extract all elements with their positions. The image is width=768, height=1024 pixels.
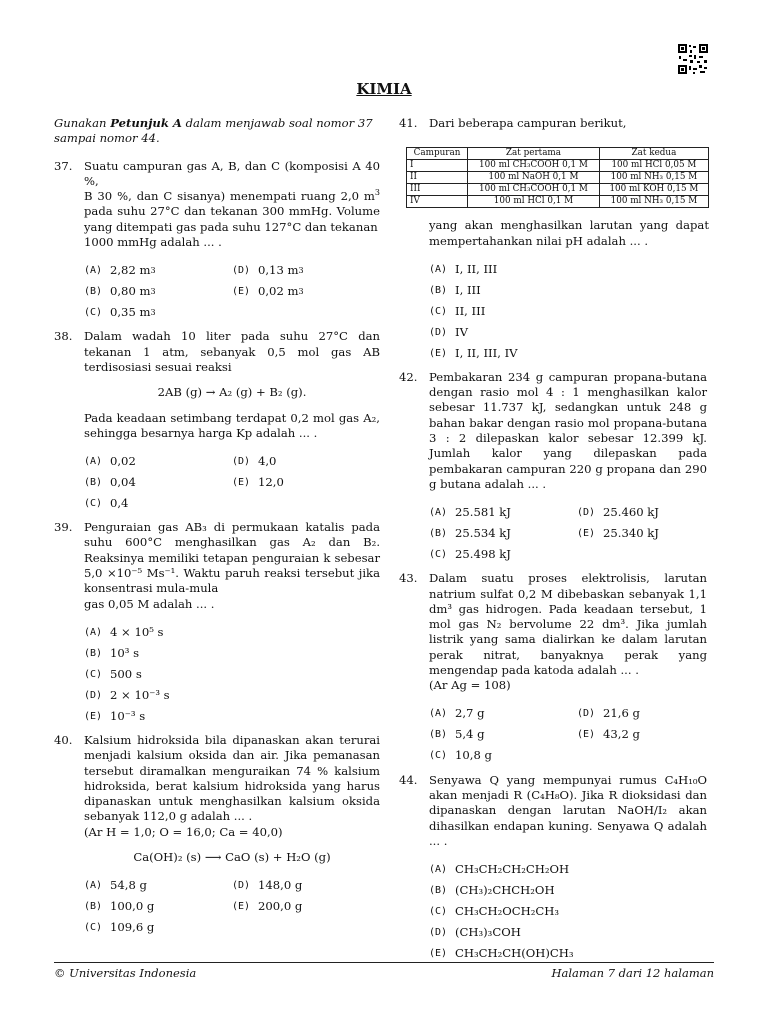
answer-options <box>84 260 380 323</box>
option-b[interactable]: (B) (CH₃)₂CHCH₂OH <box>429 882 555 897</box>
option-a[interactable]: (A) 2,7 g <box>429 706 485 721</box>
question-39: 39. Penguraian gas AB₃ di permukaan katalis pada suhu 600°C menghasilkan gas A₂ dan B₂. Reaksinya memiliki tetapan penguraian k sebesar 5,0 ×10⁻⁵ Ms⁻¹. Waktu paruh reaksi tersebut jika konsentrasi mula-mula gas 0,05 M adalah ... . (A) 4 × 10⁵ s (B) 10³ s (C) 500 s (D) 2 × 10⁻³ s (E) 10⁻³ s <box>54 520 380 731</box>
option-a[interactable]: (A) 4 × 10⁵ s <box>84 624 164 639</box>
footer-divider <box>54 962 714 963</box>
question-40: 40. Kalsium hidroksida bila dipanaskan akan terurai menjadi kalsium oksida dan air. Jika pemanasan tersebut diramalkan menguraikan 74 % kalsium hidroksida, berat kalsium hidroksida yang harus dipanaskan untuk menghasilkan kalsium oksida sebanyak 112,0 g adalah ... . (Ar H = 1,0; O = 16,0; Ca = 40,0) Ca(OH)₂ (s) ⟶ CaO (s) + H₂O (g) (A) 54,8 g (D) 148,0 g (B) 100,0 g (E) 200,0 g (C) 109,6 g <box>54 733 380 942</box>
option-c[interactable]: (C) CH₃CH₂OCH₂CH₃ <box>429 903 560 918</box>
option-c[interactable]: (C) 10,8 g <box>429 748 492 763</box>
option-b[interactable]: (B) 0,80 m 3 <box>84 284 156 299</box>
option-c[interactable]: (C) 109,6 g <box>84 920 155 935</box>
option-c[interactable]: (C) 500 s <box>84 666 142 681</box>
right-column <box>399 116 707 970</box>
option-b[interactable]: (B) 100,0 g <box>84 899 155 914</box>
question-41: 41. Dari beberapa campuran berikut, Campuran Zat pertama Zat kedua I 100 ml CH₃COOH 0,1 M 100 ml HCl 0,05 M II 100 ml NaOH 0,1 M 100 ml NH₃ 0,15 M III 100 ml CH₃COOH 0,1 M 100 ml KOH 0,15 M IV 100 ml HCl 0,1 M 100 ml NH₃ 0,15 M yang akan menghasilkan larutan yang dapat mempertahankan nilai pH adalah ... . (A) I, II, III (B) I, III (C) II, III (D) IV (E) I, II, III, IV <box>399 116 707 368</box>
option-d[interactable]: (D) 2 × 10⁻³ s <box>84 687 170 702</box>
table-header-row: Campuran Zat pertama Zat kedua <box>407 148 709 160</box>
option-b[interactable]: (B) 0,04 <box>84 475 136 489</box>
instructions: Gunakan Petunjuk A dalam menjawab soal nomor 37 sampai nomor 44. <box>54 116 373 146</box>
option-a[interactable]: (A) 2,82 m 3 <box>84 263 156 278</box>
option-b[interactable]: (B) 25.534 kJ <box>429 526 511 541</box>
option-b[interactable]: (B) 5,4 g <box>429 727 485 742</box>
option-e[interactable]: (E) 12,0 <box>232 475 284 489</box>
question-44: 44. Senyawa Q yang mempunyai rumus C₄H₁₀O akan menjadi R (C₄H₈O). Jika R dioksidasi dan dipanaskan dengan larutan NaOH/I₂ akan dihasilkan endapan kuning. Senyawa Q adalah ... . (A) CH₃CH₂CH₂CH₂OH (B) (CH₃)₂CHCH₂OH (C) CH₃CH₂OCH₂CH₃ (D) (CH₃)₃COH (E) CH₃CH₂CH(OH)CH₃ <box>399 773 707 968</box>
table-row: IV 100 ml HCl 0,1 M 100 ml NH₃ 0,15 M <box>407 196 709 208</box>
question-42: 42. Pembakaran 234 g campuran propana-butana dengan rasio mol 4 : 1 menghasilkan kalor sebesar 11.737 kJ, sedangkan untuk 248 g bahan bakar dengan rasio mol propana-butana 3 : 2 dilepaskan kalor sebesar 12.399 kJ. Jumlah kalor yang dilepaskan pada pembakaran campuran 220 g propana dan 290 g butana adalah ... . (A) 25.581 kJ (D) 25.460 kJ (B) 25.534 kJ (E) 25.340 kJ (C) 25.498 kJ <box>399 370 707 569</box>
option-e[interactable]: (E) 43,2 g <box>577 727 640 742</box>
option-e[interactable]: (E) CH₃CH₂CH(OH)CH₃ <box>429 945 574 960</box>
option-a[interactable]: (A) CH₃CH₂CH₂CH₂OH <box>429 861 570 876</box>
table-row: III 100 ml CH₃COOH 0,1 M 100 ml KOH 0,15 M <box>407 184 709 196</box>
answer-options <box>429 859 707 964</box>
answer-options <box>429 704 707 767</box>
qr-code-icon <box>677 43 709 75</box>
footer-copyright: © Universitas Indonesia <box>54 966 197 980</box>
option-d[interactable]: (D) IV <box>429 324 468 339</box>
option-c[interactable]: (C) 0,4 <box>84 496 129 510</box>
option-d[interactable]: (D) 148,0 g <box>232 878 303 893</box>
option-e[interactable]: (E) 200,0 g <box>232 899 303 914</box>
footer-page-number: Halaman 7 dari 12 halaman <box>551 966 714 980</box>
left-column <box>54 116 380 944</box>
option-b[interactable]: (B) 10³ s <box>84 645 140 660</box>
option-d[interactable]: (D) (CH₃)₃COH <box>429 924 521 939</box>
mixture-table <box>406 147 709 208</box>
answer-options <box>429 259 709 364</box>
answer-options <box>84 875 380 938</box>
option-c[interactable]: (C) 0,35 m 3 <box>84 305 156 320</box>
question-43: 43. Dalam suatu proses elektrolisis, larutan natrium sulfat 0,2 M dibebaskan sebanyak 1,1 dm³ gas hidrogen. Pada keadaan tersebut, 1 mol gas N₂ bervolume 22 dm³. Jika jumlah listrik yang sama dialirkan ke dalam larutan perak nitrat, banyaknya perak yang mengendap pada katoda adalah ... . (Ar Ag = 108) (A) 2,7 g (D) 21,6 g (B) 5,4 g (E) 43,2 g (C) 10,8 g <box>399 571 707 770</box>
option-e[interactable]: (E) 10⁻³ s <box>84 708 146 723</box>
option-d[interactable]: (D) 0,13 m 3 <box>232 263 304 278</box>
option-a[interactable]: (A) 25.581 kJ <box>429 505 511 520</box>
table-row: II 100 ml NaOH 0,1 M 100 ml NH₃ 0,15 M <box>407 172 709 184</box>
option-e[interactable]: (E) 0,02 m 3 <box>232 284 304 299</box>
page-title: KIMIA <box>356 80 412 98</box>
option-a[interactable]: (A) 0,02 <box>84 454 136 468</box>
table-row: I 100 ml CH₃COOH 0,1 M 100 ml HCl 0,05 M <box>407 160 709 172</box>
reaction-equation: 2AB (g) → A₂ (g) + B₂ (g). <box>157 385 307 400</box>
reaction-equation: Ca(OH)₂ (s) ⟶ CaO (s) + H₂O (g) <box>133 850 331 865</box>
option-a[interactable]: (A) I, II, III <box>429 261 498 276</box>
option-e[interactable]: (E) I, II, III, IV <box>429 345 518 360</box>
question-37: 37. Suatu campuran gas A, B, dan C (komposisi A 40 %, B 30 %, dan C sisanya) menempati ruang 2,0 $m^3$ pada suhu 27°C dan tekanan 300 mmHg. Volume yang ditempati gas pada suhu 127°C dan tekanan 1000 mmHg adalah ... . (A) 2,82 m 3 (D) 0,13 m 3 (B) 0,80 m 3 (E) 0,02 m 3 (C) 0,35 m 3 <box>54 159 380 328</box>
option-e[interactable]: (E) 25.340 kJ <box>577 526 659 541</box>
option-c[interactable]: (C) II, III <box>429 303 486 318</box>
option-b[interactable]: (B) I, III <box>429 282 481 297</box>
option-d[interactable]: (D) 25.460 kJ <box>577 505 659 520</box>
answer-options <box>84 451 380 514</box>
answer-options <box>84 622 380 727</box>
option-c[interactable]: (C) 25.498 kJ <box>429 547 511 562</box>
option-a[interactable]: (A) 54,8 g <box>84 878 147 893</box>
question-38: 38. Dalam wadah 10 liter pada suhu 27°C dan tekanan 1 atm, sebanyak 0,5 mol gas AB terdisosiasi sesuai reaksi 2AB (g) → A₂ (g) + B₂ (g). Pada keadaan setimbang terdapat 0,2 mol gas A₂, sehingga besarnya harga Kp adalah ... . (A) 0,02 (D) 4,0 (B) 0,04 (E) 12,0 (C) 0,4 <box>54 329 380 518</box>
answer-options <box>429 502 707 565</box>
option-d[interactable]: (D) 21,6 g <box>577 706 640 721</box>
option-d[interactable]: (D) 4,0 <box>232 454 277 468</box>
